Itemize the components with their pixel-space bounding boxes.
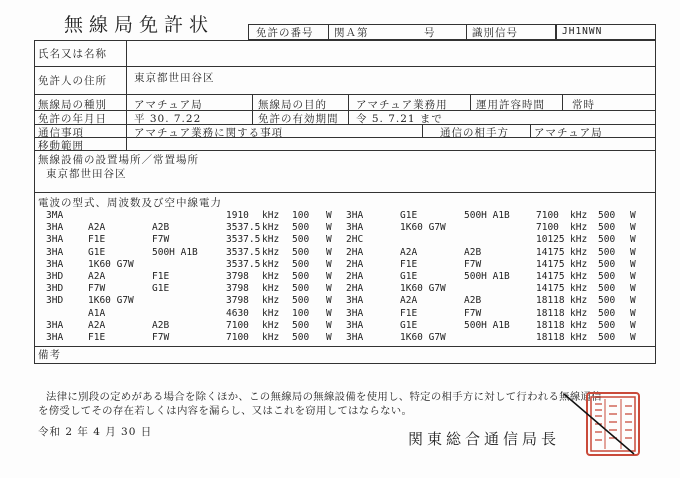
emission-left-cell: 3HA: [46, 319, 64, 331]
station-type-value: アマチュア局: [134, 99, 203, 111]
movement-label: 移動範囲: [38, 140, 84, 152]
emission-left-cell: kHz: [262, 222, 280, 234]
emission-right-cell: kHz: [570, 332, 588, 343]
emission-right-cell: F1E: [400, 307, 418, 319]
emission-right-cell: 18118: [536, 332, 565, 343]
emission-left-cell: A2B: [152, 319, 170, 331]
emission-left-cell: 500: [292, 222, 310, 234]
emission-right-cell: 500: [598, 271, 616, 282]
emission-right-cell: 500: [598, 258, 616, 270]
divider: [466, 24, 467, 40]
address-value: 東京都世田谷区: [134, 72, 215, 84]
divider: [422, 124, 423, 137]
emission-left-cell: W: [326, 307, 332, 319]
divider: [34, 346, 656, 347]
emission-left-cell: kHz: [262, 319, 280, 331]
divider: [328, 24, 329, 40]
emission-left-cell: W: [326, 246, 332, 258]
emission-left-cell: 500: [292, 258, 310, 270]
emission-left-cell: W: [326, 295, 332, 307]
emission-right-cell: 500H A1B: [464, 319, 510, 331]
divider: [34, 192, 656, 193]
emission-left-cell: 1K60 G7W: [88, 258, 134, 270]
emission-right-cell: 500: [598, 307, 616, 319]
operating-hours-label: 運用許容時間: [476, 99, 545, 111]
emission-right-cell: 500: [598, 283, 616, 295]
emission-left-cell: W: [326, 283, 332, 295]
emission-left-cell: 3798: [226, 295, 249, 307]
emission-right-cell: kHz: [570, 234, 588, 246]
emission-left-cell: A2B: [152, 222, 170, 234]
emission-left-cell: A2A: [88, 222, 106, 234]
emission-right-cell: W: [630, 307, 636, 319]
emission-left-cell: 500: [292, 246, 310, 258]
divider: [126, 40, 127, 94]
emission-left-cell: 4630: [226, 307, 249, 319]
emission-left-cell: F1E: [88, 332, 106, 343]
emission-left-cell: kHz: [262, 332, 280, 343]
emission-left-cell: 3HA: [46, 258, 64, 270]
emission-right-cell: 500: [598, 222, 616, 234]
emission-left-cell: 1K60 G7W: [88, 295, 134, 307]
emission-right-cell: kHz: [570, 246, 588, 258]
divider: [34, 110, 656, 111]
emission-left-cell: kHz: [262, 295, 280, 307]
emission-right-cell: 3HA: [346, 295, 364, 307]
emission-right-cell: kHz: [570, 222, 588, 234]
emission-left-cell: 500: [292, 295, 310, 307]
emission-right-cell: kHz: [570, 271, 588, 282]
emission-right-cell: W: [630, 222, 636, 234]
callsign-label: 識別信号: [472, 27, 518, 39]
emission-left-cell: 500: [292, 319, 310, 331]
emission-right-cell: A2A: [400, 246, 418, 258]
emission-left-cell: F7W: [88, 283, 106, 295]
emission-right-cell: 10125: [536, 234, 565, 246]
emission-left-cell: F7W: [152, 332, 170, 343]
remarks-label: 備考: [38, 349, 61, 361]
emission-left-cell: 3537.5: [226, 222, 261, 234]
emission-right-cell: 18118: [536, 295, 565, 307]
emission-left-cell: 3HD: [46, 283, 64, 295]
emission-right-cell: W: [630, 234, 636, 246]
emission-right-cell: 1K60 G7W: [400, 332, 446, 343]
emission-left-cell: W: [326, 234, 332, 246]
emission-right-cell: 3HA: [346, 307, 364, 319]
emission-right-cell: W: [630, 210, 636, 221]
divider: [530, 124, 531, 137]
emission-right-cell: kHz: [570, 258, 588, 270]
emission-right-cell: kHz: [570, 307, 588, 319]
emission-left-cell: W: [326, 258, 332, 270]
emission-right-cell: 500: [598, 332, 616, 343]
emission-right-cell: 3HA: [346, 332, 364, 343]
emission-left-cell: 500: [292, 234, 310, 246]
name-label: 氏名又は名称: [38, 48, 107, 60]
emission-left-cell: W: [326, 332, 332, 343]
emission-right-cell: 7100: [536, 210, 559, 221]
comm-matters-value: アマチュア業務に関する事項: [134, 127, 284, 139]
emission-right-cell: A2B: [464, 295, 482, 307]
emission-left-cell: 3537.5: [226, 258, 261, 270]
callsign-value: JH1NWN: [562, 26, 603, 37]
emission-right-cell: 3HA: [346, 222, 364, 234]
emission-right-cell: kHz: [570, 210, 588, 221]
emission-left-cell: A1A: [88, 307, 106, 319]
comm-partner-value: アマチュア局: [534, 127, 603, 139]
divider: [470, 94, 471, 110]
emission-right-cell: 1K60 G7W: [400, 222, 446, 234]
comm-partner-label: 通信の相手方: [440, 127, 509, 139]
emission-right-cell: 2HA: [346, 246, 364, 258]
emission-left-cell: F1E: [152, 271, 170, 282]
emission-right-cell: 500H A1B: [464, 210, 510, 221]
emission-right-cell: W: [630, 332, 636, 343]
emission-right-cell: 500H A1B: [464, 271, 510, 282]
emission-left-cell: 100: [292, 210, 310, 221]
emission-right-cell: kHz: [570, 295, 588, 307]
emission-left-cell: 500: [292, 271, 310, 282]
emission-right-cell: F1E: [400, 258, 418, 270]
emission-left-cell: A2A: [88, 319, 106, 331]
emission-right-cell: 500: [598, 319, 616, 331]
emission-right-cell: kHz: [570, 283, 588, 295]
emission-left-cell: W: [326, 222, 332, 234]
emission-left-cell: 3537.5: [226, 246, 261, 258]
emission-left-cell: 3HA: [46, 332, 64, 343]
emission-left-cell: 3798: [226, 283, 249, 295]
emission-left-cell: 1910: [226, 210, 249, 221]
emission-right-cell: 3HA: [346, 210, 364, 221]
emission-left-cell: 3MA: [46, 210, 64, 221]
emission-right-cell: G1E: [400, 210, 418, 221]
comm-matters-label: 通信事項: [38, 127, 84, 139]
divider: [126, 94, 127, 124]
emission-left-cell: 3HA: [46, 234, 64, 246]
emission-left-cell: 500: [292, 332, 310, 343]
emission-left-cell: F1E: [88, 234, 106, 246]
emission-right-cell: F7W: [464, 307, 482, 319]
license-number-suffix: 号: [424, 27, 436, 39]
emission-left-cell: kHz: [262, 234, 280, 246]
license-number-value: 関Ａ第: [334, 27, 369, 39]
emission-right-cell: W: [630, 258, 636, 270]
purpose-label: 無線局の目的: [258, 99, 327, 111]
emission-left-cell: kHz: [262, 307, 280, 319]
emission-left-cell: F7W: [152, 234, 170, 246]
emission-left-cell: 7100: [226, 319, 249, 331]
emission-right-cell: A2B: [464, 246, 482, 258]
license-date-value: 平 30. 7.22: [134, 113, 202, 125]
emission-right-cell: 2HA: [346, 271, 364, 282]
emission-right-cell: G1E: [400, 319, 418, 331]
emission-label: 電波の型式、周波数及び空中線電力: [38, 197, 222, 209]
emission-right-cell: A2A: [400, 295, 418, 307]
station-type-label: 無線局の種別: [38, 99, 107, 111]
emission-right-cell: 14175: [536, 283, 565, 295]
certificate-title: 無線局免許状: [64, 14, 215, 36]
emission-right-cell: 3HA: [346, 319, 364, 331]
emission-left-cell: 3HA: [46, 222, 64, 234]
emission-right-cell: 7100: [536, 222, 559, 234]
emission-right-cell: 2HA: [346, 283, 364, 295]
emission-right-cell: 500: [598, 234, 616, 246]
emission-left-cell: 3HD: [46, 271, 64, 282]
purpose-value: アマチュア業務用: [356, 99, 448, 111]
validity-label: 免許の有効期間: [258, 113, 339, 125]
emission-right-cell: 14175: [536, 271, 565, 282]
emission-right-cell: 500: [598, 295, 616, 307]
emission-right-cell: G1E: [400, 271, 418, 282]
emission-left-cell: 500H A1B: [152, 246, 198, 258]
divider: [252, 94, 253, 124]
emission-right-cell: 18118: [536, 307, 565, 319]
equipment-location-value: 東京都世田谷区: [46, 168, 127, 180]
emission-left-cell: 500: [292, 283, 310, 295]
notice-line-2: を傍受してその存在若しくは内容を漏らし、又はこれを窃用してはならない。: [38, 405, 413, 417]
emission-right-cell: kHz: [570, 319, 588, 331]
emission-left-cell: W: [326, 210, 332, 221]
emission-left-cell: 3798: [226, 271, 249, 282]
emission-right-cell: W: [630, 295, 636, 307]
emission-left-cell: kHz: [262, 246, 280, 258]
emission-right-cell: 14175: [536, 258, 565, 270]
emission-left-cell: W: [326, 271, 332, 282]
emission-left-cell: 3537.5: [226, 234, 261, 246]
emission-right-cell: W: [630, 246, 636, 258]
divider: [34, 66, 656, 67]
address-label: 免許人の住所: [38, 75, 107, 87]
operating-hours-value: 常時: [572, 99, 595, 111]
license-number-label: 免許の番号: [256, 27, 314, 39]
emission-left-cell: G1E: [152, 283, 170, 295]
divider: [348, 94, 349, 124]
emission-left-cell: 3HD: [46, 295, 64, 307]
emission-right-cell: 500: [598, 246, 616, 258]
divider: [34, 150, 656, 151]
divider: [34, 137, 656, 138]
emission-right-cell: 2HA: [346, 258, 364, 270]
issuer-name: 関東総合通信局長: [408, 430, 561, 448]
emission-right-cell: W: [630, 319, 636, 331]
emission-right-cell: F7W: [464, 258, 482, 270]
emission-left-cell: 3HA: [46, 246, 64, 258]
emission-left-cell: W: [326, 319, 332, 331]
emission-right-cell: 1K60 G7W: [400, 283, 446, 295]
emission-left-cell: kHz: [262, 283, 280, 295]
emission-left-cell: kHz: [262, 271, 280, 282]
equipment-location-label: 無線設備の設置場所／常置場所: [38, 154, 199, 166]
emission-left-cell: 100: [292, 307, 310, 319]
emission-left-cell: A2A: [88, 271, 106, 282]
emission-left-cell: 7100: [226, 332, 249, 343]
issue-date: 令和 2 年 4 月 30 日: [38, 426, 153, 438]
emission-right-cell: 500: [598, 210, 616, 221]
emission-right-cell: W: [630, 283, 636, 295]
validity-value: 令 5. 7.21 まで: [356, 113, 443, 125]
emission-right-cell: 2HC: [346, 234, 364, 246]
seal-strike-line: [560, 392, 640, 458]
emission-right-cell: 18118: [536, 319, 565, 331]
emission-left-cell: kHz: [262, 258, 280, 270]
license-date-label: 免許の年月日: [38, 113, 107, 125]
emission-right-cell: 14175: [536, 246, 565, 258]
emission-left-cell: G1E: [88, 246, 106, 258]
emission-left-cell: kHz: [262, 210, 280, 221]
notice-line-1: 法律に別段の定めがある場合を除くほか、この無線局の無線設備を使用し、特定の相手方に対して行われる無線通信: [46, 391, 602, 403]
emission-right-cell: W: [630, 271, 636, 282]
divider: [562, 94, 563, 110]
